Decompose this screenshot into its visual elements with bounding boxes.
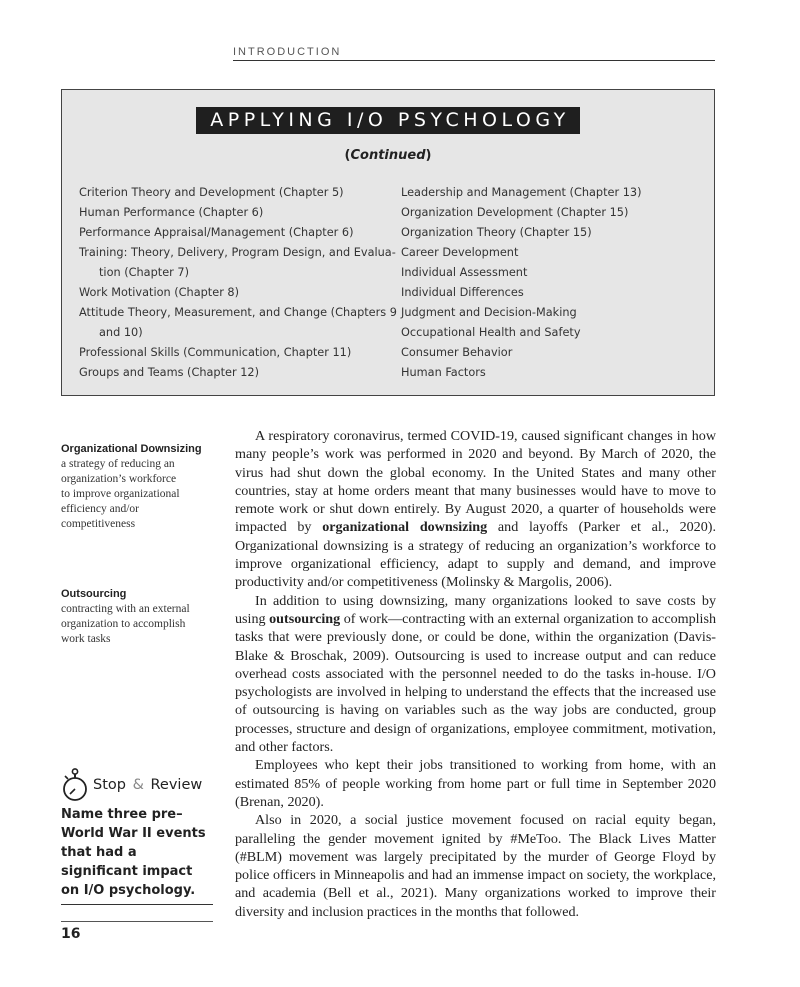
box-list-item-continued: and 10) <box>99 326 143 339</box>
applying-io-psychology-box <box>61 89 715 396</box>
box-list-item: Groups and Teams (Chapter 12) <box>79 366 259 379</box>
paragraph: A respiratory coronavirus, termed COVID-19, caused significant changes in how many people’s work was performed in 2020 and beyond. By March of 2020, the virus had shut down the global economy. In the United States and many other countries, stay at home orders meant that many businesses would have to move to remote work or shut down entirely. By August 2020, a quarter of households were impacted by organizational downsizing and layoffs (Parker et al., 2020). Organizational downsizing is a strategy of reducing an organization’s workforce to improve organizational efficiency, adapt to supply and demand, and improve productivity and/or competitiveness (Molinsky & Margolis, 2006). <box>235 428 716 591</box>
stopwatch-icon <box>61 768 91 802</box>
margin-definition-line: efficiency and/or <box>61 503 140 515</box>
box-list-item: Occupational Health and Safety <box>401 326 581 339</box>
box-list-item: Leadership and Management (Chapter 13) <box>401 186 642 199</box>
box-list-item: Career Development <box>401 246 519 259</box>
box-list-item: Judgment and Decision-Making <box>401 306 577 319</box>
paragraph: Employees who kept their jobs transitioned to working from home, with an estimated 85% of people working from home part or full time in September 2020 (Brenan, 2020). <box>235 757 716 810</box>
margin-definition-line: organization to accomplish <box>61 618 186 630</box>
paragraph: In addition to using downsizing, many organizations looked to save costs by using outsourcing of work—contracting with an external organization to accomplish tasks that were previously done, or could be done, within the organization (Davis-Blake & Broschak, 2009). Outsourcing is used to increase output and can reduce overhead costs associated with the personnel needed to do the tasks in-house. I/O psychologists are involved in helping to understand the effects that the increased use of outsourcing is having on variables such as the way jobs are conducted, group processes, structure and design of organizations, employee commitment, motivation, and other factors. <box>235 592 716 756</box>
box-title: APPLYING I/O PSYCHOLOGY <box>196 107 580 134</box>
stop-and-review <box>61 768 213 905</box>
margin-definition-line: contracting with an external <box>61 603 190 615</box>
box-list-item: Performance Appraisal/Management (Chapter 6) <box>79 226 354 239</box>
margin-term: Organizational Downsizing <box>61 443 202 455</box>
box-list-item: Training: Theory, Delivery, Program Design, and Evalua- <box>79 246 396 259</box>
margin-definition-downsizing <box>61 442 211 532</box>
page-number: 16 <box>61 926 81 942</box>
paragraph: Also in 2020, a social justice movement focused on racial equity began, paralleling the gender movement ignited by #MeToo. The Black Lives Matter (#BLM) movement was largely precipitated by the murder of George Floyd by police officers in Minneapolis and had an immense impact on society, the workplace, and academia (Bell et al., 2021). Many organizations worked to improve their diversity and inclusion practices in the months that followed. <box>235 812 716 920</box>
box-list-item: Individual Assessment <box>401 266 528 279</box>
box-right-column <box>401 183 701 383</box>
box-list-item: Human Factors <box>401 366 486 379</box>
box-list-item-continued: tion (Chapter 7) <box>99 266 189 279</box>
box-list-item: Consumer Behavior <box>401 346 513 359</box>
margin-definition-outsourcing <box>61 587 211 647</box>
box-list-item: Professional Skills (Communication, Chapter 11) <box>79 346 352 359</box>
key-term: outsourcing <box>269 610 341 627</box>
box-list-item: Attitude Theory, Measurement, and Change (Chapters 9 <box>79 306 397 319</box>
margin-definition-line: organization’s workforce <box>61 473 177 485</box>
box-subtitle: (Continued) <box>344 148 432 163</box>
box-list-item: Work Motivation (Chapter 8) <box>79 286 240 299</box>
margin-definition-line: competitiveness <box>61 518 136 530</box>
key-term: organizational downsizing <box>322 519 488 536</box>
running-header: INTRODUCTION <box>233 46 715 61</box>
stop-and-review-question: Name three pre–World War II events that had a significant impact on I/O psychology. <box>61 805 213 905</box>
box-left-column <box>79 183 397 383</box>
stop-and-review-heading: Stop & Review <box>61 768 213 802</box>
box-list-item: Human Performance (Chapter 6) <box>79 206 264 219</box>
margin-definition-line: to improve organizational <box>61 488 180 500</box>
box-list-item: Organization Development (Chapter 15) <box>401 206 629 219</box>
margin-definition-line: work tasks <box>61 633 111 645</box>
box-list-item: Criterion Theory and Development (Chapter 5) <box>79 186 344 199</box>
margin-term: Outsourcing <box>61 588 127 600</box>
box-list-item: Individual Differences <box>401 286 524 299</box>
body-text <box>235 427 716 921</box>
box-list-item: Organization Theory (Chapter 15) <box>401 226 592 239</box>
margin-definition-line: a strategy of reducing an <box>61 458 175 470</box>
footer-rule <box>61 921 213 922</box>
